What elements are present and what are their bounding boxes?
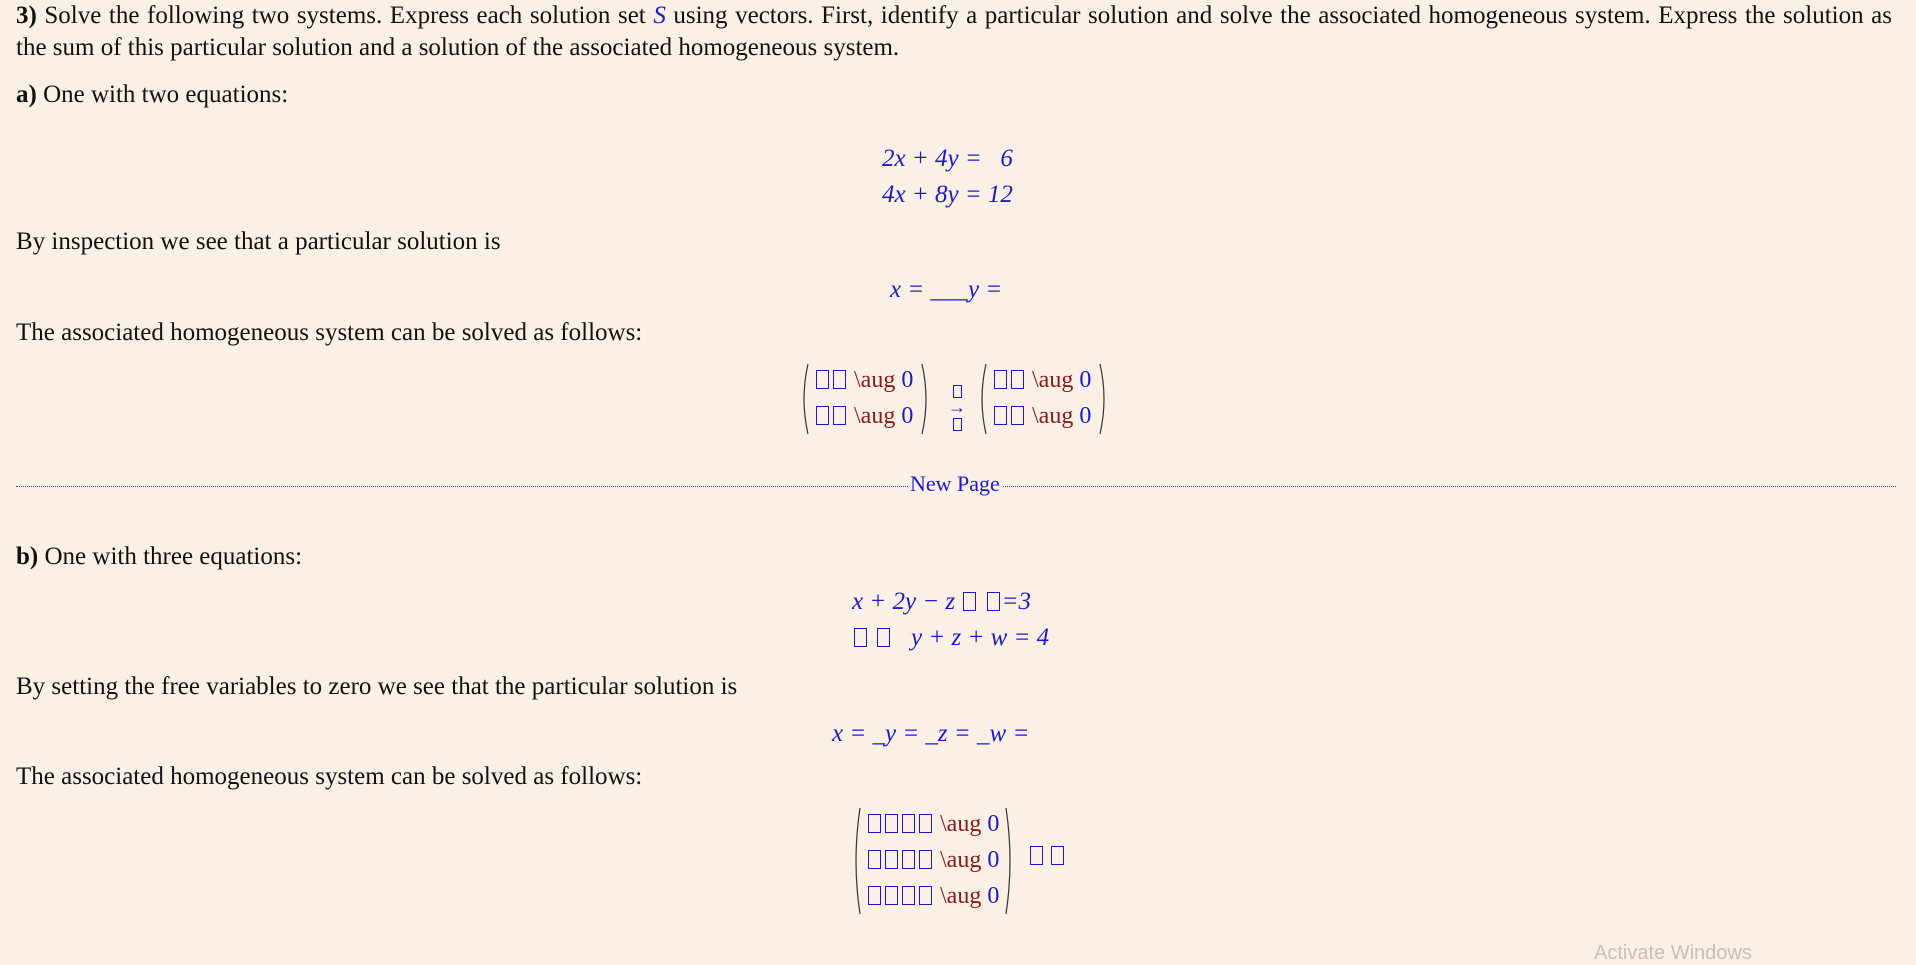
part-b-equation-1: x + 2y − z =3 [852, 588, 1032, 615]
part-a-label: a) [16, 81, 37, 108]
part-b-particular-solution: x = _y = _z = _w = [832, 720, 1030, 747]
solution-set-symbol: S [653, 2, 666, 29]
right-paren-icon [920, 362, 930, 436]
problem-number: 3) [16, 2, 37, 29]
part-b-heading [16, 541, 302, 573]
activate-windows-watermark: Activate Windows [1594, 942, 1752, 964]
part-a-system [882, 141, 1013, 213]
part-a-matrix-right [978, 362, 1108, 436]
part-a-particular-solution: x = ___y = [890, 276, 1003, 303]
matrix-row: \aug 0 [866, 806, 999, 842]
left-paren-icon [800, 362, 810, 436]
problem-intro-b: using vectors. First, identify a particular solution and solve the associated homogeneous system. Express the solution as the sum of this particular solution and a solution of the associated homogeneous system. [16, 2, 1892, 61]
matrix-row: \aug 0 [814, 398, 913, 434]
matrix-row: \aug 0 [992, 362, 1091, 398]
part-b-system [852, 584, 1049, 656]
matrix-row: \aug 0 [814, 362, 913, 398]
page-break-label: New Page [910, 471, 1000, 496]
left-paren-icon [978, 362, 988, 436]
right-paren-icon [1004, 806, 1014, 916]
part-a-inspection-text: By inspection we see that a particular solution is [16, 228, 501, 255]
row-reduce-arrow [948, 380, 966, 434]
matrix-row: \aug 0 [866, 878, 999, 914]
arrow-icon: → [948, 397, 966, 417]
part-b-row-op-placeholder [1028, 846, 1066, 868]
problem-statement [16, 0, 1892, 64]
right-paren-icon [1098, 362, 1108, 436]
part-a-homogeneous-text: The associated homogeneous system can be solved as follows: [16, 319, 643, 346]
left-paren-icon [852, 806, 862, 916]
part-a-equation-2: 4x + 8y = 12 [882, 181, 1013, 208]
matrix-row: \aug 0 [866, 842, 999, 878]
part-a-matrix-left [800, 362, 930, 436]
part-a-equation-1: 2x + 4y = 6 [882, 145, 1013, 172]
part-b-label: b) [16, 543, 39, 570]
part-b-title: One with three equations: [38, 543, 303, 570]
part-b-matrix [852, 806, 1014, 916]
part-b-free-var-text: By setting the free variables to zero we see that the particular solution is [16, 673, 738, 700]
part-a-title: One with two equations: [36, 81, 289, 108]
problem-intro-a: Solve the following two systems. Express each solution set [36, 2, 654, 29]
part-a-heading [16, 79, 288, 111]
part-b-equation-2: y + z + w = 4 [852, 620, 1049, 656]
part-b-homogeneous-text: The associated homogeneous system can be solved as follows: [16, 763, 643, 790]
matrix-row: \aug 0 [992, 398, 1091, 434]
